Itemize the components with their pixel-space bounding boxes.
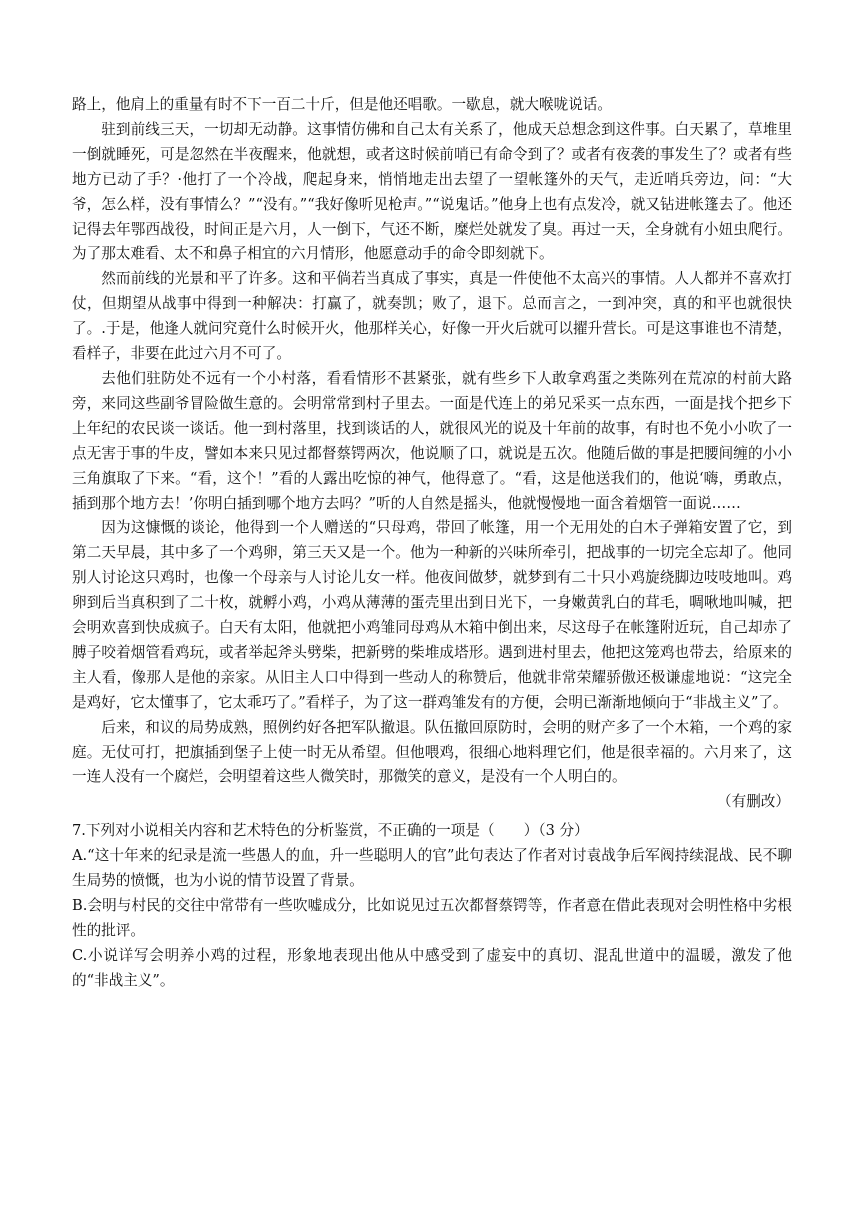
question-stem: 7.下列对小说相关内容和艺术特色的分析鉴赏，不正确的一项是（ ）（3 分） [72, 822, 589, 840]
passage-paragraph-1: 路上，他肩上的重量有时不下一百二十斤，但是他还唱歌。一歇息，就大喉咙说话。 [72, 96, 612, 113]
question-7 [72, 819, 792, 993]
passage-paragraph-4: 去他们驻防处不远有一个小村落，看看情形不甚紧张，就有些乡下人敢拿鸡蛋之类陈列在荒凉的村前大路旁，来同这些副爷冒险做生意的。会明常常到村子里去。一面是代连上的弟兄采买一点东西，一面是找个把乡下上年纪的农民谈一谈话。他一到村落里，找到谈话的人，就很风光的说及十年前的故事，有时也不免小小吹了一点无害于事的牛皮，譬如本来只见过都督蔡锷两次，他说顺了口，就说是五次。他随后做的事是把腰间缠的小小三角旗取了下来。“看，这个！”看的人露出吃惊的神气，他得意了。“看，这是他送我们的，他说‘嗨，勇敢点，插到那个地方去！’你明白插到哪个地方去吗？”听的人自然是摇头，他就慢慢地一面含着烟管一面说…… [72, 369, 792, 512]
option-a: A.“这十年来的纪录是流一些愚人的血，升一些聪明人的官”此句表达了作者对讨袁战争后军阀持续混战、民不聊生局势的愤慨，也为小说的情节设置了背景。 [72, 847, 792, 890]
option-b: B.会明与村民的交往中常带有一些吹嘘成分，比如说见过五次都督蔡锷等，作者意在借此表现对会明性格中劣根性的批评。 [72, 897, 792, 939]
passage-paragraph-2: 驻到前线三天，一切却无动静。这事情仿佛和自己太有关系了，他成天总想念到这件事。白天累了，草堆里一倒就睡死，可是忽然在半夜醒来，他就想，或者这时候前哨已有命令到了？或者有夜袭的事发生了？或者有些地方已动了手？·他打了一个冷战，爬起身来，悄悄地走出去望了一望帐篷外的天气，走近哨兵旁边，问：“大爷，怎么样，没有事情么？”“没有。”“我好像听见枪声。”“说鬼话。”他身上也有点发冷，就又钻进帐篷去了。他还记得去年鄂西战役，时间正是六月，人一倒下，气还不断，糜烂处就发了臭。再过一天，全身就有小妞虫爬行。为了那太难看、太不和鼻子相宜的六月情形，他愿意动手的命令即刻就下。 [72, 120, 792, 263]
passage-paragraph-5: 因为这慷慨的谈论，他得到一个人赠送的“只母鸡，带回了帐篷，用一个无用处的白木子弹箱安置了它，到第二天早晨，其中多了一个鸡卵，第三天又是一个。他为一种新的兴味所牵引，把战事的一切完全忘却了。他同别人讨论这只鸡时，也像一个母亲与人讨论儿女一样。他夜间做梦，就梦到有二十只小鸡旋绕脚边吱吱地叫。鸡卵到后当真积到了二十枚，就孵小鸡，小鸡从薄薄的蛋壳里出到日光下，一身嫩黄乳白的茸毛，啁啾地叫喊，把会明欢喜到快成疯子。白天有太阳，他就把小鸡雏同母鸡从木箱中倒出来，尽这母子在帐篷附近玩，自己却赤了膊子咬着烟管看鸡玩，或者举起斧头劈柴，把新劈的柴堆成塔形。遇到进村里去，他把这笼鸡也带去，给原来的主人看，像那人是他的亲家。从旧主人口中得到一些动人的称赞后，他就非常荣耀骄傲还极谦虚地说：“这完全是鸡好，它太懂事了，它太乖巧了。”看样子，为了这一群鸡雏发有的方便，会明已渐渐地倾向于“非战主义”了。 [72, 519, 792, 711]
source-note: （有删改） [717, 793, 790, 811]
passage-paragraph-6: 后来，和议的局势成熟，照例约好各把军队撤退。队伍撤回原防时，会明的财产多了一个木箱，一个鸡的家庭。无仗可打，把旗插到堡子上使一时无从希望。但他喂鸡，很细心地料理它们，他是很幸福的。六月来了，这一连人没有一个腐烂，会明望着这些人微笑时，那微笑的意义，是没有一个人明白的。 [72, 718, 792, 786]
document-page [72, 93, 792, 994]
option-c: C.小说详写会明养小鸡的过程，形象地表现出他从中感受到了虚妄中的真切、混乱世道中的温暖，激发了他的“非战主义”。 [72, 946, 792, 989]
passage-paragraph-3: 然而前线的光景和平了许多。这和平倘若当真成了事实，真是一件使他不太高兴的事情。人人都并不喜欢打仗，但期望从战事中得到一种解决：打赢了，就奏凯；败了，退下。总而言之，一到冲突，真的和平也就很快了。.于是，他逢人就问究竟什么时候开火，他那样关心，好像一开火后就可以擢升营长。可是这事谁也不清楚，看样子，非要在此过六月不可了。 [72, 270, 792, 363]
